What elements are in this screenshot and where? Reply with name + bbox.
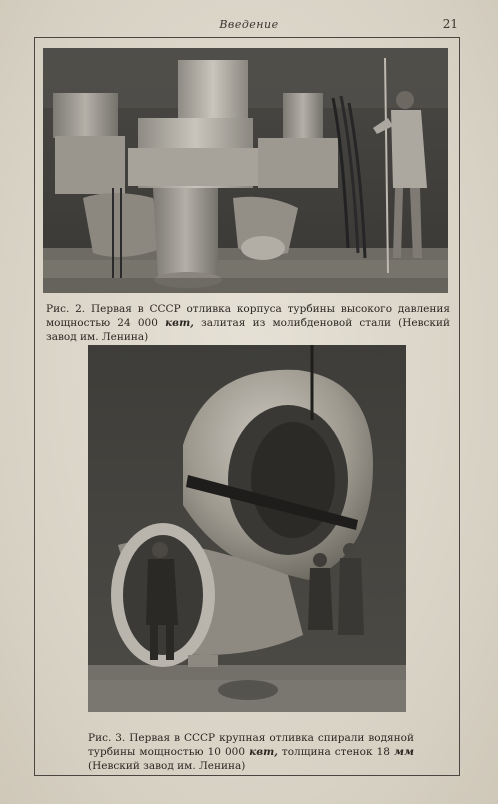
caption-text: толщина стенок 18 (277, 746, 395, 758)
caption-unit: мм (394, 746, 414, 758)
figure-2-caption (46, 302, 450, 344)
caption-unit: квт, (249, 746, 278, 758)
figure-3-caption (88, 731, 414, 773)
turbine-casing-photo (43, 48, 448, 293)
spiral-casing-illustration (88, 345, 406, 712)
page-number: 21 (442, 17, 458, 31)
caption-text: залитая из молибденовой стали (Невский завод им. Ленина) (46, 317, 450, 343)
caption-unit: квт, (165, 317, 194, 329)
caption-text: Рис. 2. Первая в СССР отливка корпуса турбины высокого давления мощностью 24 000 (46, 303, 450, 329)
spiral-casing-photo (88, 345, 406, 712)
caption-text: (Невский завод им. Ленина) (88, 760, 246, 772)
turbine-casing-illustration (43, 48, 448, 293)
running-head: Введение (219, 18, 279, 31)
caption-text: Рис. 3. Первая в СССР крупная отливка спирали водяной турбины мощностью 10 000 (88, 732, 414, 758)
